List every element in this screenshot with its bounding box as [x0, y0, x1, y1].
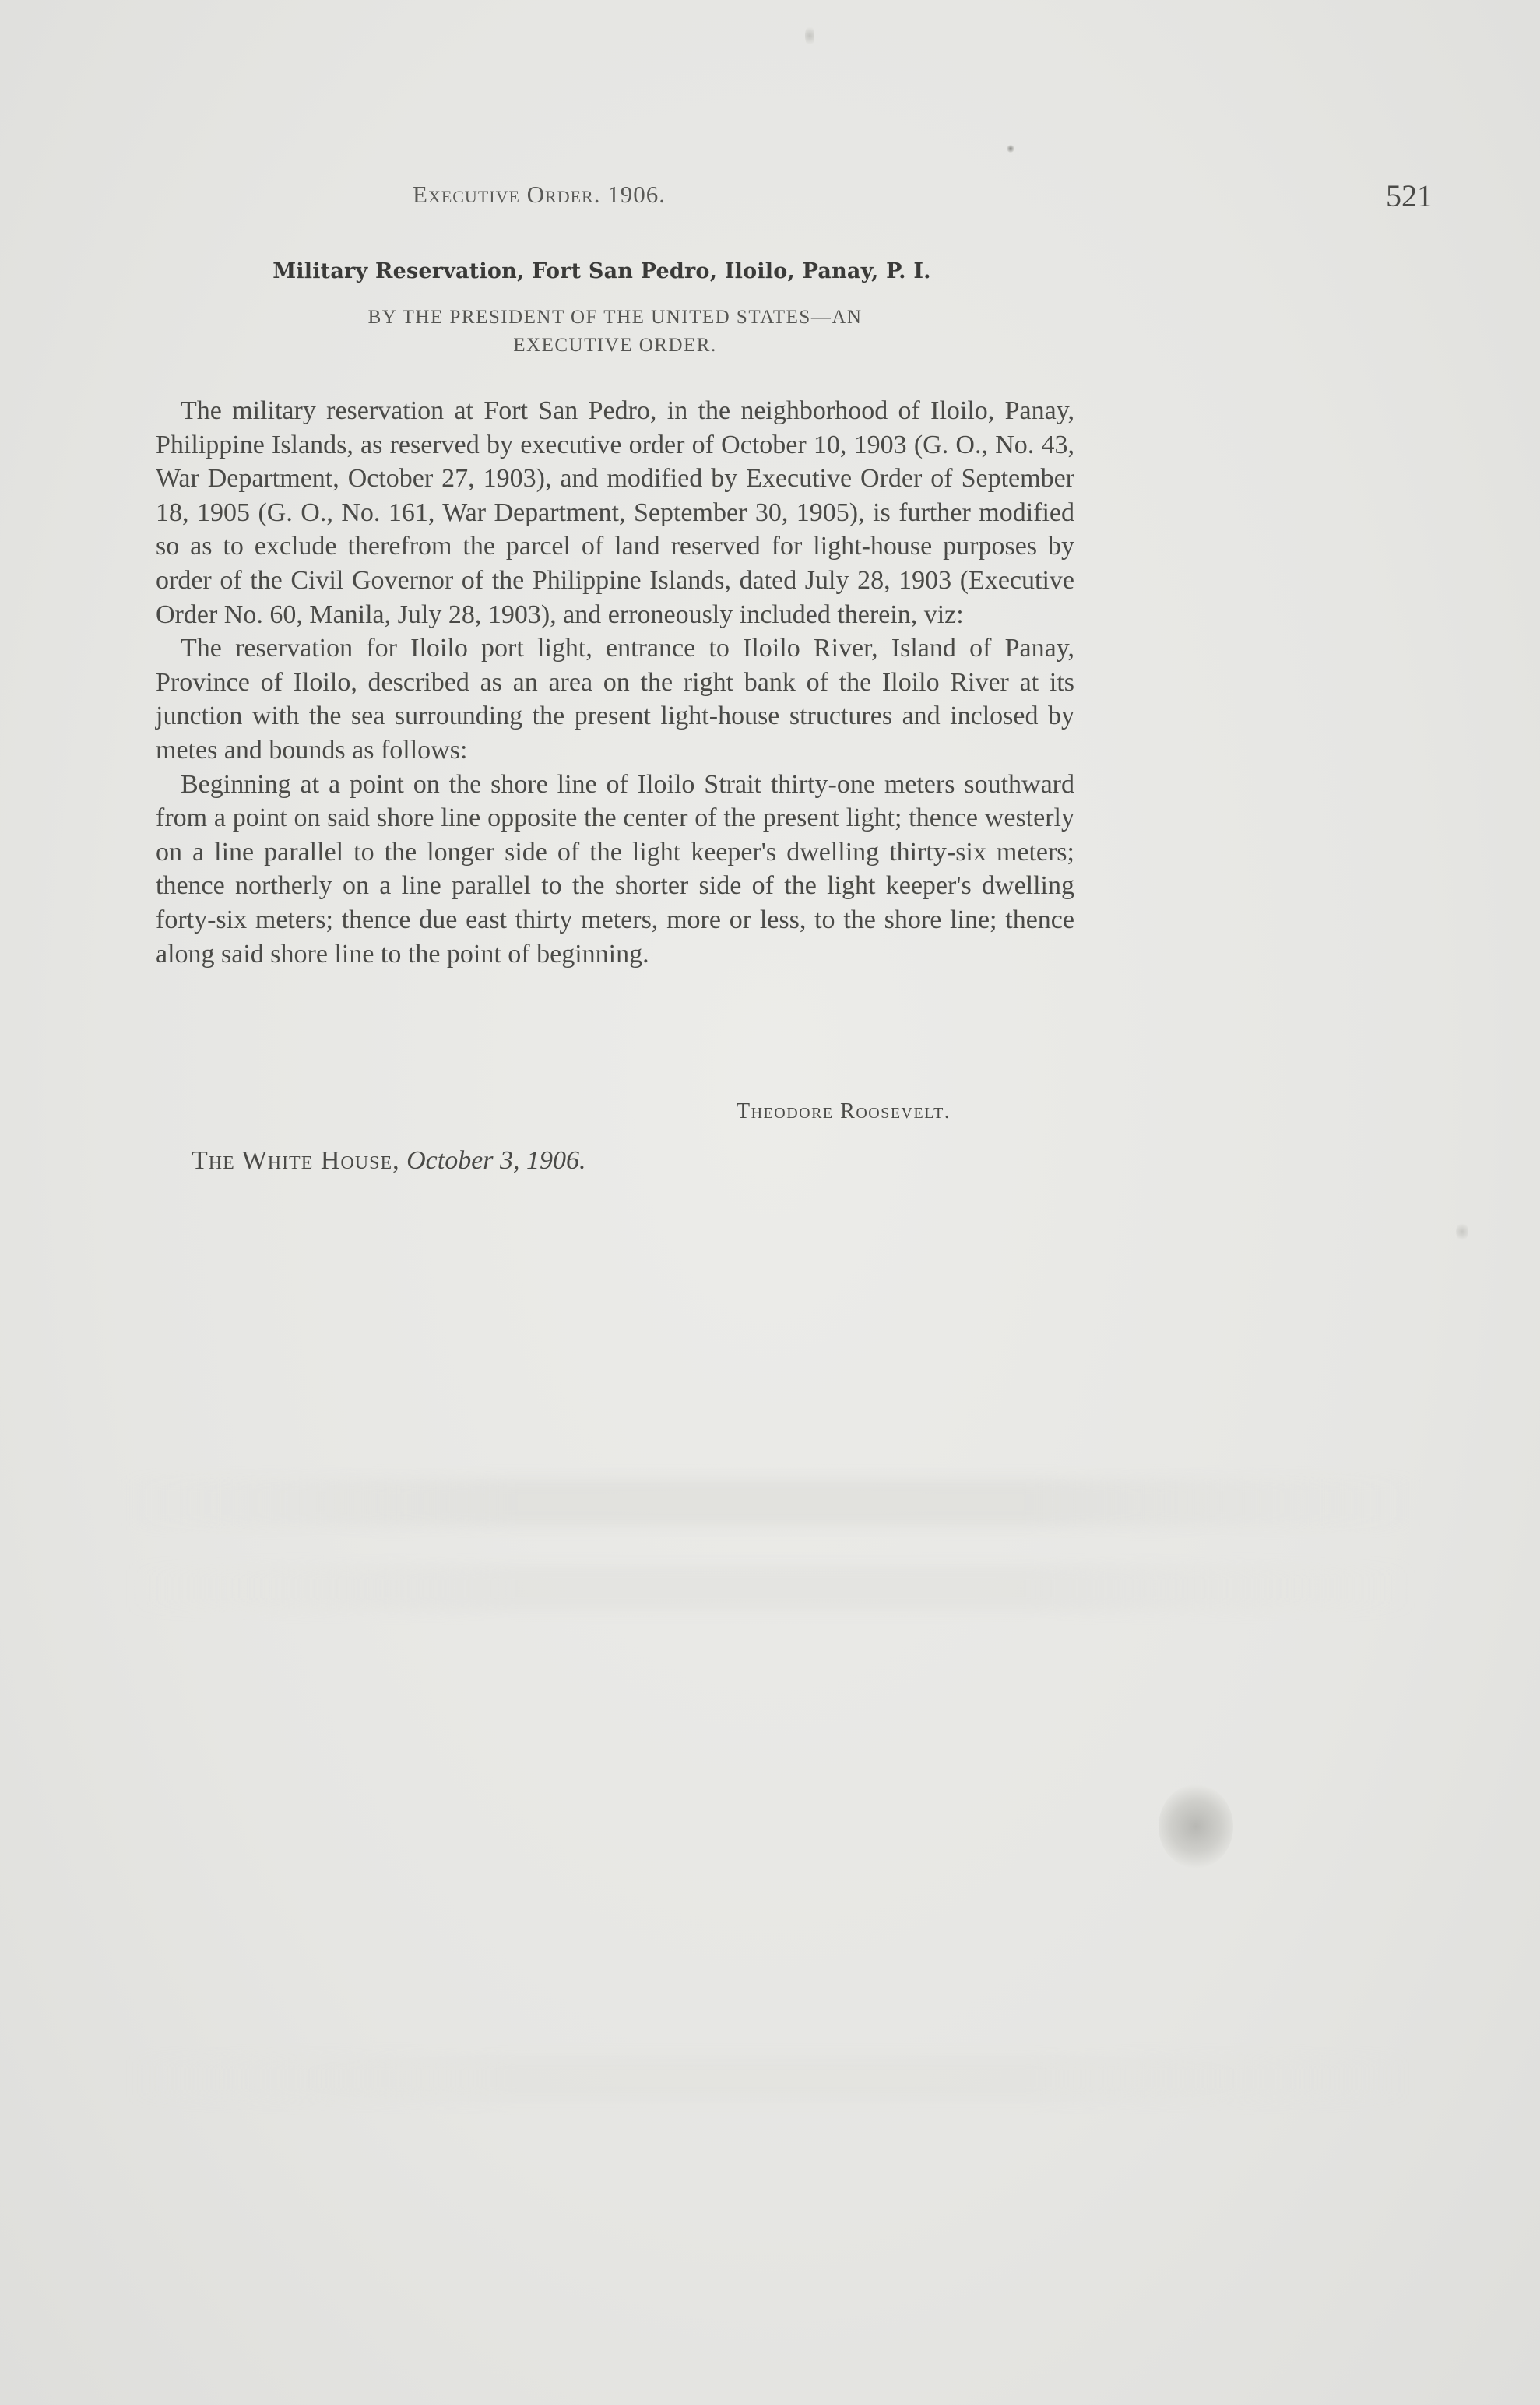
scan-bleed-through	[125, 2055, 1417, 2102]
ink-speck	[1456, 1222, 1468, 1241]
body-paragraph: Beginning at a point on the shore line of Iloilo Strait thirty-one meters southward from a point on said shore line opposite the center of the present light; thence westerly on a line parallel to the longer side of the light keeper's dwelling thirty-six meters; thence northerly on a line parallel to the shorter side of the light keeper's dwelling forty-six meters; thence due east thirty meters, more or less, to the shore line; thence along said shore line to the point of beginning.	[156, 769, 1074, 969]
ink-blot	[1159, 1784, 1233, 1869]
ink-speck	[805, 25, 814, 47]
scan-bleed-through	[125, 1479, 1417, 1526]
place: The White House,	[192, 1146, 400, 1175]
proclamation-heading-line-2: EXECUTIVE ORDER.	[513, 335, 717, 356]
body-paragraph: The reservation for Iloilo port light, entrance to Iloilo River, Island of Panay, Province of Iloilo, described as an area on the right bank of the Iloilo River at its junction with the sea surrounding the present light-house structures and inclosed by metes and bounds as follows:	[156, 634, 1074, 765]
ink-speck	[1007, 145, 1014, 153]
proclamation-heading	[156, 304, 1074, 360]
order-subject-heading: Military Reservation, Fort San Pedro, Iloilo, Panay, P. I.	[272, 259, 931, 283]
signature: Theodore Roosevelt.	[737, 1099, 951, 1123]
proclamation-heading-line-1: BY THE PRESIDENT OF THE UNITED STATES—AN	[367, 307, 863, 328]
scan-bleed-through	[125, 1565, 1417, 1612]
date: October 3, 1906.	[406, 1146, 586, 1175]
running-head	[156, 178, 1433, 220]
body-paragraph: The military reservation at Fort San Pedro, in the neighborhood of Iloilo, Panay, Philippine Islands, as reserved by executive order of October 10, 1903 (G. O., No. 43, War Department, October 27, 1903), and modified by Executive Order of September 18, 1905 (G. O., No. 161, War Department, September 30, 1905), is further modified so as to exclude therefrom the parcel of land reserved for light-house purposes by order of the Civil Governor of the Philippine Islands, dated July 28, 1903 (Executive Order No. 60, Manila, July 28, 1903), and erroneously included therein, viz:	[156, 396, 1074, 629]
running-title: Executive Order. 1906.	[413, 181, 666, 208]
page-number: 521	[1386, 178, 1433, 213]
place-and-date	[192, 1146, 586, 1176]
order-body	[156, 394, 1074, 971]
